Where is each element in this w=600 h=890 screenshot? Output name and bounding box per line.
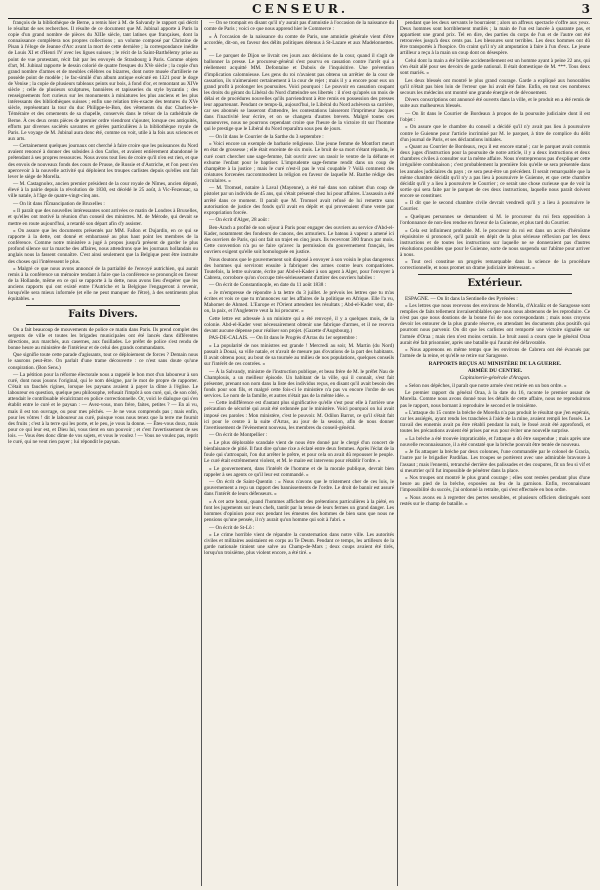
article-paragraph: ESPAGNE. — On lit dans la Sentinelle des Pyrénées : — [405, 295, 518, 302]
article-paragraph: — On écrit de Constantinople, en date du 11 août 1838 : — [209, 282, 327, 289]
article-paragraph: « La brèche a été trouvée impraticable, et l'attaque a dû être suspendue ; mais après une nouvelle reconnaissance, il a été constaté que la brèche pouvait être tentée de nouveau. — [400, 435, 590, 448]
page-number: 3 — [581, 2, 590, 16]
article-paragraph: — On lit dans l'Émancipation de Bruxelles : — [13, 200, 105, 207]
section-divider — [26, 324, 180, 325]
article-paragraph: « On assure que les documents présentés par MM. Fallon et Dujardin, en ce qui se rapporte à la dette, ont donné et embarrassé au plus haut point les membres de la conférence. Comme notre ministère a jugé à propos jusqu'à présent de garder le plus profond silence sur la marche des affaires, nous attendrons que les journaux hollandais ou anglais nous la fassent connaître. C'est ainsi seulement que la Belgique peut être instruite des choses qui l'intéressent le plus. — [8, 228, 198, 265]
article-paragraph: pendant que les deux servants le bourraient ; alors un affreux spectacle s'offre aux yeux. Deux hommes sont horriblement mutilés ; la main de l'un est lancée à quarante pas, et appartient une grand prix. Tel en dire, des parties du corps de l'un et de l'autre ont été retrouvées jusqu'à deux cents pas. Les blessures sont terribles. Les deux hommes ont dû être transportés à l'hospice. On craint qu'il n'y ait amputation à faire à l'un d'eux. Le jeune artilleur a reçu à la main un coup dont on désespère. — [400, 20, 590, 57]
article-paragraph: — M. Tromsel, notaire à Laval (Mayenne), a été tué dans son cabinet d'un coup de pistolet par un individu de 45 ans, qui s'était présenté chez lui pour affaires. L'assassin a été arrêté dans ce moment. Il paraît que M. Tromsel avait refusé de lui remettre sans autorisation de justice des fonds qu'il avait en dépôt et qui provenaient d'une vente par expropriation forcée. — [204, 185, 394, 216]
article-paragraph: Le premier rapport du général Oraa, à la date du 16, raconte le premier assaut de Morella. Comme nous avons donné tous les détails de cette affaire, nous ne reproduirons pas le rapport, nous bornant à reproduire le second et le troisième. — [400, 390, 590, 409]
section-heading-exterieur: Extérieur. — [467, 277, 523, 289]
article-paragraph: Celui dont la main a été brûlée accidentellement est un homme ayant à peine 22 ans, qui s'en était allé pour ses devoirs de garde national. Il était domestique de M. ***. Tous deux sont mariés. » — [400, 57, 590, 77]
army-report-articles — [400, 383, 590, 507]
article-paragraph: « Nous avons eu à regretter des pertes sensibles, et plusieurs officiers distingués sont restés sur le champ de bataille. » — [400, 494, 590, 507]
article-paragraph: Divers conscriptions ont annoncé été ouverts dans la ville, et le produit en a été remis de suite aux malheureux blessés. — [400, 97, 590, 110]
article-paragraph: « À l'occasion de la naissance du comte de Paris, une amnistie générale vient d'être accordée, dit-on, en faveur des délits politiques détenus à St-Lazare et aux Madelonnettes. » — [204, 33, 394, 52]
article-paragraph: — On écrit d'Alger, 28 août : — [209, 217, 270, 224]
article-paragraph: — À la Salvandy, ministre de l'instruction publique, et beau frère de M. le préfet Nau de Champlouis, a un meilleur épisode. Un habitant de la ville, qui il connaît, s'est fait présenter, prenant son nom dans la liste des individus reçus, en disant qu'il avait besoin des fonds pour son fils, et malgré cette fois-ci le ministère n'a pas vu encore l'ordre de ses services. Le nom de la famille, et autres n'était pas de la même idée. » — [204, 368, 394, 399]
article-paragraph: — On écrit de St-Lô : — [209, 524, 255, 531]
newspaper-title: CENSEUR. — [251, 2, 349, 16]
article-paragraph: — On se trompait en disant qu'il n'y aurait pas d'amnistie à l'occasion de la naissance du comte de Paris ; voici ce que nous apprend hier le Commerce : — [204, 20, 394, 33]
article-paragraph: « A cet acte honni, quand l'hommes affichent des prétentions particulières à la piété, en font les jugements sur leurs chefs, tantôt par la tenue de leurs fermes un grand danger. Les hommes d'opinion pour eux pendant les émeutes des hommes de bien sans que nous ne pensions qu'une pensée, il n'y aurait qu'un homme qui soit à l'abri. » — [204, 498, 394, 524]
article-paragraph: PAS-DE-CALAIS. — On lit dans le Progrès d'Arras du 1er septembre : — [209, 335, 358, 342]
article-paragraph: « Le gouvernement, dans l'intérêt de l'homme et de la morale publique, devrait bien rappeler à ses agents ce qu'il leur est commandé. » — [204, 465, 394, 478]
article-paragraph: « On assure que le chambre du conseil a décidé qu'il n'y avait pas lieu à poursuivre contre le Guienne pour l'article incriminé par M. le parquet, à titre de complice du délit d'un journal de Paris, et ses déclarations initiales. — [400, 124, 590, 143]
article-paragraph: « Quelques personnes se demandent si M. le procureur du roi fera opposition à l'ordonnance de non-lieu rendue en faveur de la Guienne, et plus tard du Courrier. — [400, 213, 590, 227]
article-paragraph: « Malgré ce que nous avons annoncé de la partialité de l'envoyé autrichien, qui aurait remis à la conférence un mémoire tendant à faire que la conférence se prononçât en faveur de la Hollande, même en ce qui se rapporte à la dette, nous avons lieu d'espérer que les anciens rapports qui ont existé entre l'Autriche et la Belgique l'engageront à revenir, lorsqu'elle sera mieux informée (et elle ne peut manquer de l'être), à des sentiments plus équitables. » — [8, 266, 198, 303]
column-3 — [400, 20, 590, 886]
column-1-articles — [8, 20, 198, 303]
column-2 — [204, 20, 394, 886]
article-paragraph: — On écrit de Saint-Quentin : « Nous n'avons que le tristement cher de ces lois, le gouvernement a reçu un rapport des bannissements de l'ordre. Le droit de bannir est assuré dans l'intérêt de leurs défenseurs. » — [204, 479, 394, 498]
section-divider — [26, 305, 180, 306]
faits-divers-articles — [8, 327, 198, 446]
column-3-articles — [400, 20, 590, 272]
dispatch-heading: RAPPORTS REÇUS AU MINISTÈRE DE LA GUERRE. — [428, 360, 562, 367]
section-heading-faits-divers: Faits Divers. — [68, 308, 138, 320]
section-divider — [418, 293, 572, 294]
article-paragraph: « Les lettres que nous recevons des environs de Morella, d'Alcañiz et de Saragosse sont remplies de faits tellement invraisemblables que nous nous abstenons de les reproduire. Ce n'est pas que nous doutions de la bonne foi de nos correspondants ; mais nous croyons devoir les entourer de la plus grande réserve, en attendant les documents plus positifs qui pourront nous parvenir. On dit que les carlistes ont remporté une victoire signalée sur l'armée d'Oraa ; mais rien n'est moins certain. Le bruit aussi a couru que le général Oraa aurait été fait prisonnier, après une bataille qui l'aurait été défavorable. — [400, 303, 590, 346]
article-paragraph: « Nous apprenons en même temps que les environs de Cabrera ont été évacués par l'armée de la reine, et qu'elle se retire sur Saragosse. — [400, 347, 590, 360]
army-subheading: Capitainerie-générale d'Aragon. — [459, 375, 531, 382]
article-paragraph: « Je m'empresse de répondre à ta lettre du 3 juillet. Je prévois les lettres que tu m'as écrites et vois ce que tu m'annonces sur les affaires de la politique en Afrique. Elle l'a vu, Mahomet de Ahmed. L'Europe et l'Orient attendent les résultats ; Abd-el-Kader veut, dit-on, la paix, et l'Angleterre veut la lui procurer. » — [204, 289, 394, 315]
article-paragraph: Ben-Arach a profité de son séjour à Paris pour engager des ouvriers au service d'Abd-el-Kader, notamment des fondeurs de canons, des armuriers. Le bateau à vapeur a amené ici des ouvriers de Paris, qui ont fait un trajet en cinq jours. Ils recevront 300 francs par mois. Cette convention n'a pu se faire qu'avec la permission du gouvernement français, les ouvriers exigent qu'elle soit homologuée en justice. — [204, 224, 394, 256]
columns — [8, 20, 592, 886]
exterieur-articles — [400, 296, 590, 360]
article-paragraph: — Certainement quelques journaux ont cherché à faire croire que les puissances du Nord avaient renoncé à donner des subsides à don Carlos, et avaient entièrement abandonné le prétendant à ses propres ressources. Nous avons tout lieu de croire qu'il n'en est rien, et que des envois de nouveaux fonds des cours de Prusse, de Russie et d'Autriche, et l'on peut s'en apercevoir à la nouvelle activité qui déploient les troupes carlistes depuis qu'elles ont fait lever le siège de Morella. — [8, 143, 198, 180]
article-paragraph: — La pétition pour la réforme électorale nous a rappelé le bon mot d'un laboureur à son curé, dont nous jouons l'original, qui le nom désigne, par le mot de propre de rapporter. C'était un fauchés rigines, lorsque les paysans avaient à payer la dîme à l'église. Le laboureur en question, quelque peu philosophe, refusait l'impôt à son curé, qui, de son côté, attendait le contribuable récalcitrant en police correctionnelle. Or, voici le dialogue qui s'en établit entre le curé et le paysan : — Avez-vous, mon frère, faites, petites ? — En ai vu, mais il est ton ouvrage, ou pour mes pêchés. — Je ne vous comprends pas ; mais enfin, pour les vôtres ! dit le laboureur au curé, puisque vous nous tenez que la terre me fournit des fruits ; c'est à la terre qui les porte, et le peu, je vous la donne. — Êtes-vous doux, mais pour ce qui leur est, et Dieu lui, vous tient en son pouvoir ; et c'est l'avertissement de ses lois. — Vous êtes donc dîme de vos sujets, et vous le voulez ! — Vous ne voulez pas, reprit le curé, qui ne veut rien payer ; lui répondit le paysan. — [8, 372, 198, 446]
article-paragraph: — Le parquet de Dijon se livrait ces jours aux décisions de la cour, quand il s'agit de ballonner la presse. Le procureur-général s'est pourvu en cassation contre l'arrêt qui a réellement acquitté MM. Defontaine et Dubois de l'inquisitive. Une prévention d'implication calomnieuse. Les gens du roi n'avaient pas obtenu un arrêtier de la cour de cassation, ils n'aimeraient certainement à la cour de rejet ; mais il y a encore pour eux un grand profit à prolonger les poursuites. Voici pourquoi : Le pouvoir en cassation coupant les droits du gérant du Libéral du Nord d'atteindre ses libertés : il n'est qu'après un mois de délai et de procédures nouvelles qu'ils parviendront à être remis en possession des presses leur appartenant. Pendant ce temps-là, aujourd'hui, le Libéral du Nord achèvera sa carrière, car ses abonnés se lasseront d'attendre, les contestations laisseront l'imprimeur Jacques dans l'inactivité leur écrire, et on se changera d'autres brevets. Malgré toutes ces manœuvres, nous ne pourrons cependant croire que l'heure de la victoire rit sur l'homme qui le prestige que le Libéral du Nord reparaîtra sous peu de jours. — [204, 53, 394, 133]
column-divider — [201, 20, 202, 886]
article-paragraph: — On lit dans le Courrier de Bordeaux à propos de la poursuite judiciaire dont il est l'objet : — [400, 110, 590, 123]
article-paragraph: « Le crime horrible vient de répandre la consternation dans notre ville. Les autorités civiles et militaires assistaient en corps au Te Deum. Pendant ce temps, les artilleurs de la garde nationale tiraient une salve au Champ-de-Mars ; deux coups avaient été tirés, lorsqu'un troisième, plus violent encore, a été tiré. » — [204, 532, 394, 557]
article-paragraph: « Il dit que le second chambre civile devrait vendredi qu'il y a lieu à poursuivre le Courrier. — [400, 200, 590, 213]
article-paragraph: On a fait beaucoup de mouvements de police ce matin dans Paris. Ils prend complet des sergents de ville et toutes les brigades municipales ont été lancés dans différentes directions, aux marchés, aux casernes, aux fusillades. Le préfet de police s'est rendu de bonne heure au ministère de l'intérieur et de celui des grands commandants. — [8, 326, 198, 351]
article-paragraph: Les deux blessés ont montré le plus grand courage. Garde a expliqué aux honorables qu'il n'était pas bien loin de l'erreur que lui avait été faite. Enfin, en tout ces nombreux secours les médecins ont montré une grande énergie et de dévouement. — [400, 77, 590, 96]
article-paragraph: « L'attaque du 15 contre la brèche de Morella n'a pas produit le résultat que j'en espérais, car les assiégés, ayant rendu les tranchées à l'aide de la mine, avaient rempli les fossés. Le travail des ennemis avait pu être rétabli pendant la nuit, le fossé avait été approfondi, et toutes les précautions avaient été prises par eux pour éviter une nouvelle surprise. — [400, 410, 590, 435]
article-paragraph: « Cela est infiniment probable. M. le procureur du roi est dans un accès d'héroïsme réquisitoire si prononcé, qu'il paraît en dépit de la plus sérieuse réflexion par les deux instructions et de toutes les instructions sur laquelle ne se donneraient pas d'autres résolutions possibles que pour le Guienne, sorte de nous suspendu sur l'abîme pour arriver à nous. — [400, 227, 590, 258]
article-paragraph: françois de la bibliothèque de Berne, a remis hier à M. de Salvandy le rapport qui décrit le résultat de ses recherches. Il résulte de ce document que M. Jubinal apporte à Paris la copie d'un grand nombre de pièces du XIIIe siècle, tant latines que françaises, dont la connaissance complètera nos propres collections ; un volume composé par Christine de Pisan à l'éloge de Jeanne d'Arc avant la mort de cette dernière ; la correspondance inédite de Louis XI et d'Henri IV avec les ligues suisses ; le récit de la Saint-Barthélemy prise au point de vue protestant, récit fait par les envoyés de Strasbourg à Paris. Comme objets d'art, M. Jubinal rapporte le dessin colorié de quatre fresques du XVe siècle ; la copie d'un grand nombre d'armes et de meubles célèbres ou bizarres, dont notre musée d'artillerie ne possède point de modèle ; le fac-similé d'un album antique exécuté en 1321 pour le doge de Venise ; la copie de plusieurs tableaux peints sur bois, à fond d'or, et remontant au XIVe siècle ; celle de plusieurs sculptures, bannières et tapisseries du style byzantin ; des renseignements fort curieux sur les monuments à miniatures les plus anciens et les plus intéressants des bibliothèques suisses ; enfin une relation très-exacte des tentures du XVe siècle, représentant la tour du duc Philippe-le-Bon, des vêtements du duc Charles-le-Téméraire et des ornements de sa chapelle, conservés dans le trésor de la cathédrale de Berne. À ces deux cents pièces de premier ordre viendront s'ajouter, lorsque ces antiquités, efforts par diverses sociétés savantes et gérées particulières à la bibliothèque royale de Paris. Le voyage de M. Jubinal aura donc été, comme on voit, utile à la fois aux sciences et aux arts. — [8, 20, 198, 142]
column-1 — [8, 20, 198, 886]
article-paragraph: « Le plus déplorable scandale vient de nous être donné par le clergé d'un concert de bienfaisance de pitié. Il faut dire qu'une rixe a éclaté entre deux femmes. Après l'éclat de la foule qui s'attroupait, l'on dut arrêter le prêtre, et pour cela on avait dû repousser le peuple. Le curé était extrêmement violent, et M. le maire est intervenu pour rétablir l'ordre. » — [204, 439, 394, 465]
article-paragraph: « Nos troupes ont montré le plus grand courage ; elles sont restées pendant plus d'une heure au pied de la brèche, exposées au feu de la garnison. Enfin, reconnaissant l'impossibilité du succès, j'ai ordonné la retraite, qui s'est effectuée en bon ordre. — [400, 475, 590, 494]
article-paragraph: — On lit dans le Courrier de la Sarthe du 3 septembre : — [209, 133, 324, 140]
column-divider — [397, 20, 398, 886]
article-paragraph: « La popularité de nos ministres est grande ! Mercredi au soir, M. Martin (du Nord) passait à Douai, sa ville natale, et n'avait de mesure pas d'ovations de la part des habitants. Il avait obtenu pour, au bout de sa tournée au milieu de nos populations, quelques conseils sur l'intérêt de ces contrées. » — [204, 342, 394, 368]
article-paragraph: « Je fis attaquer la brèche par deux colonnes, l'une commandée par le colonel de Gracia, l'autre par le brigadier Pardiñas. Les troupes se portèrent avec une admirable bravoure à l'assaut ; mais l'ennemi, retranché derrière des palissades et des coupures, fit un feu si vif et si meurtrier qu'il fut impossible de pénétrer dans la place. — [400, 449, 590, 474]
section-divider — [418, 274, 572, 275]
article-paragraph: Cette lettre est adressée à un ministre qui a été renvoyé, il y a quelques mois, de la colonie. Abd-el-Kader veut nécessairement obtenir une fabrique d'armes, et il ne recevra devant aucune dépense pour réaliser son projet. (Gazette d'Augsbourg.) — [204, 315, 394, 334]
column-2-articles — [204, 20, 394, 556]
army-heading: ARMÉE DU CENTRE. — [467, 368, 523, 375]
article-paragraph: « Il paraît que des nouvelles intéressantes sont arrivées ce matin de Londres à Bruxelles, et qu'elles ont motivé la réunion d'un conseil des ministres. M. de Mérode, qui devait se mettre en route aujourd'hui, a retardé son départ afin d'y assister. — [8, 208, 198, 227]
article-paragraph: « Quant au Courrier de Bordeaux, reçu il est encore statué ; car le parquet avait commis deux juges d'instruction pour la poursuite de notre article, il y a deux instructions et deux chambres civiles à consulter sur la même affaire. Nous n'entreprenons pas d'expliquer cette irrégulière combinaison ; c'est probablement la première fois qu'elle se sera présentée dans les annales judiciaires du pays ; ce sera peut-être un précédent. Il serait remarquable que la même chambre décidât qu'il n'y a pas lieu à poursuivre le Guienne, et que cette chambre décidât qu'il y a lieu à poursuivre le Courrier ; ce serait une chose curieuse que de voir la sortie qui sera faite par le parquet de ces deux instructions, laquelle nous paraît doivent encore se constituer. — [400, 144, 590, 199]
article-paragraph: « Voici encore un exemple de barbarie religieuse. Une jeune femme de Montfort meurt en état de grossesse ; elle était enceinte de six mois. Le bruit de sa mort s'étant répandu, le curé court chercher une sage-femme, fait ouvrir avec un rasoir le ventre de la défunte et exhume l'enfant pour le baptiser. L'imprudente sage-femme rendit dans un coup de champêtre à la justice ; mais le curé n'est-il pas le vrai coupable ? Voilà comment des créatures forcenées raccommodent la religion en faveur de laquelle M. Barthe rédige des circulaires. » — [204, 141, 394, 184]
article-paragraph: « Tout ceci constitue un progrès remarquable dans la science de la procédure correctionnelle, et nous promet un drame judiciaire intéressant. » — [400, 259, 590, 272]
article-paragraph: — On écrit de Montpellier : — [209, 432, 268, 439]
article-paragraph: Que signifie toute cette parade d'agissants, tout ce déploiement de forces ? Demain nous le saurons peut-être. On parlait d'une trame découverte : ce n'est sans doute qu'une conspiration. (Bon Sens.) — [8, 352, 198, 371]
article-paragraph: Nous doutons que le gouvernement soit disposé à envoyer à son voisin le plus dangereux des hommes qui serviront ensuite à fabriquer des armes contre leurs compatriotes. Toutefois, la lettre suivante, écrite par Abd-el-Kader à son agent à Alger, pour l'envoyer à Cabrera, corrobore qu'on s'occupe très-sérieusement d'attirer des ouvriers habiles : — [204, 256, 394, 281]
article-paragraph: — M. Castagnolex, ancien premier président de la cour royale de Nîmes, ancien député, élevé à la pairie depuis la révolution de 1830, est décédé le 25 août, à Vic-Fezensac, sa ville natale, à l'âge de quatre-vingt-cinq ans. — [8, 181, 198, 200]
masthead — [8, 0, 592, 19]
article-paragraph: « Selon nos dépêches, il paraît que notre armée s'est retirée en un bon ordre. » — [405, 382, 567, 389]
article-paragraph: — Cette indifférence est d'autant plus significative qu'elle s'est pour elle à l'arrière une précaution de sécurité qui avait été ordonnée par le ministère. Voici pourquoi on lui avait imposé ces paroles : Mon ministère, c'est le pouvoir. M. Odilon Barrot, ce qu'il s'était fait ici pour le centre à la suite d'Arras, au jour de la session, afin de nous donner l'avertissement de l'évènement nouveau, les membres du conseil-général. — [204, 400, 394, 431]
